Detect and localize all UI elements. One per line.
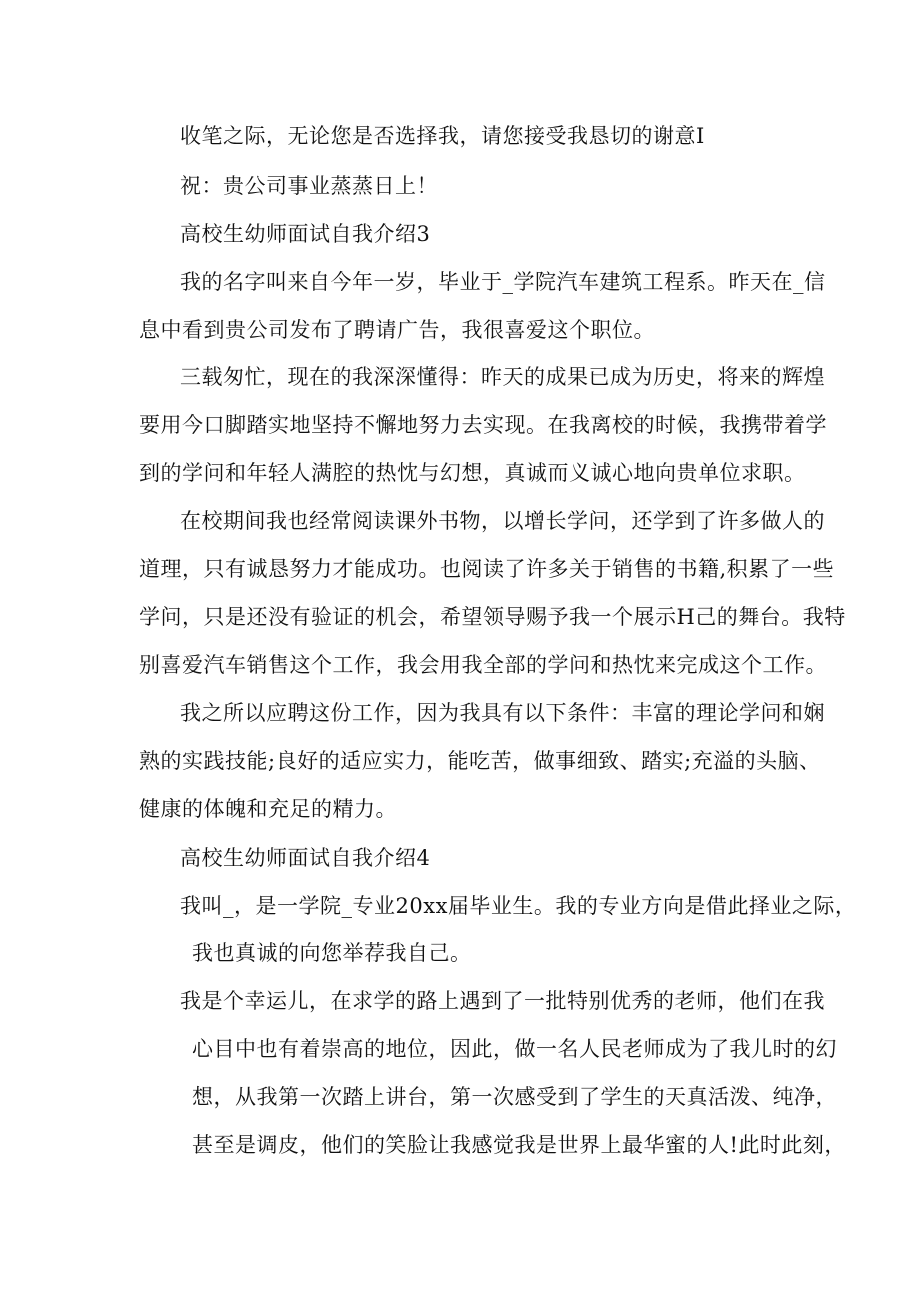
paragraph-line: 息中看到贵公司发布了聘请广告，我很喜爱这个职位。 (139, 318, 655, 342)
paragraph-line: 道理，只有诚恳努力才能成功。也阅读了许多关于销售的书籍,积累了一些 (139, 557, 835, 581)
paragraph-line: 在校期间我也经常阅读课外书物，以增长学问，还学到了许多做人的 (180, 509, 825, 533)
paragraph-line: 学问，只是还没有验证的机会，希望领导赐予我一个展示H己的舞台。我特 (139, 605, 846, 629)
paragraph-line: 甚至是调皮，他们的笑脸让我感觉我是世界上最华蜜的人!此时此刻， (192, 1133, 846, 1157)
closing-wish: 祝：贵公司事业蒸蒸日上！ (180, 174, 438, 198)
paragraph-line: 要用今口脚踏实地坚持不懈地努力去实现。在我离校的时候，我携带着学 (139, 413, 827, 437)
paragraph-line: 三载匆忙，现在的我深深懂得：昨天的成果已成为历史，将来的辉煌 (180, 365, 825, 389)
paragraph-line: 心目中也有着崇高的地位，因此，做一名人民老师成为了我儿时的幻 (192, 1037, 837, 1061)
paragraph-line: 熟的实践技能;良好的适应实力，能吃苦，做事细致、踏实;充溢的头脑、 (139, 749, 821, 773)
closing-text: 收笔之际，无论您是否选择我，请您接受我恳切的谢意I (180, 124, 705, 148)
paragraph-line: 健康的体魄和充足的精力。 (139, 797, 397, 821)
paragraph-line: 我之所以应聘这份工作，因为我具有以下条件：丰富的理论学问和娴 (180, 701, 825, 725)
paragraph-line: 想，从我第一次踏上讲台，第一次感受到了学生的天真活泼、纯净， (192, 1085, 837, 1109)
paragraph-line: 我是个幸运儿，在求学的路上遇到了一批特别优秀的老师，他们在我 (180, 989, 825, 1013)
paragraph-line: 我的名字叫来自今年一岁，毕业于_学院汽车建筑工程系。昨天在_信 (180, 270, 826, 294)
section-heading-4: 高校生幼师面试自我介绍4 (180, 846, 431, 870)
paragraph-line: 我叫_，是一学院_专业20xx届毕业生。我的专业方向是借此择业之际， (180, 894, 857, 918)
paragraph-line: 到的学问和年轻人满腔的热忱与幻想，真诚而义诚心地向贵单位求职。 (139, 461, 806, 485)
paragraph-line: 别喜爱汽车销售这个工作，我会用我全部的学问和热忱来完成这个工作。 (139, 653, 827, 677)
paragraph-line: 我也真诚的向您举荐我自己。 (192, 941, 472, 965)
section-heading-3: 高校生幼师面试自我介绍3 (180, 222, 431, 246)
